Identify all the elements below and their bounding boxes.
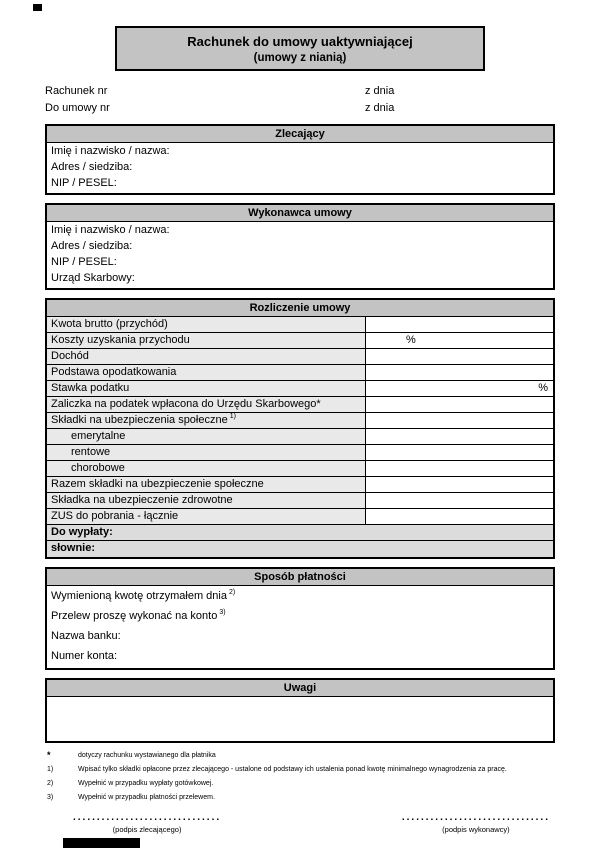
- table-row-zdrowotne: [47, 493, 553, 509]
- footnote-marker: 1): [47, 766, 54, 773]
- row-label: Koszty uzyskania przychodu: [47, 333, 366, 348]
- row-value-cell[interactable]: [366, 461, 553, 476]
- row-value-cell[interactable]: [366, 317, 553, 332]
- row-label: ZUS do pobrania - łącznie: [47, 509, 366, 524]
- row-label: Podstawa opodatkowania: [47, 365, 366, 380]
- form-title-box: [115, 26, 485, 71]
- signature-zlecajacy: [73, 812, 221, 834]
- scan-artifact-top: [33, 4, 42, 11]
- table-row-chorobowe: [47, 461, 553, 477]
- table-row-rentowe: [47, 445, 553, 461]
- row-value-cell[interactable]: [366, 477, 553, 492]
- row-value-cell[interactable]: [366, 349, 553, 364]
- row-value-cell[interactable]: [366, 445, 553, 460]
- row-value-cell[interactable]: [366, 333, 553, 348]
- table-row-zus-lacznie: [47, 509, 553, 525]
- payment-transfer-line: [47, 606, 553, 626]
- row-label: Razem składki na ubezpieczenie społeczne: [47, 477, 366, 492]
- signature-caption: (podpis wykonawcy): [442, 825, 510, 834]
- row-label: Składka na ubezpieczenie zdrowotne: [47, 493, 366, 508]
- row-value-cell[interactable]: [366, 365, 553, 380]
- table-row-zaliczka: [47, 397, 553, 413]
- section-zlecajacy: [45, 124, 555, 195]
- section-header-wykonawca: Wykonawca umowy: [47, 205, 553, 222]
- field-nip-pesel-label: NIP / PESEL:: [51, 256, 117, 268]
- invoice-date-label: z dnia: [365, 84, 395, 97]
- table-row-emerytalne: [47, 429, 553, 445]
- table-row-dochod: [47, 349, 553, 365]
- summary-label: Do wypłaty:: [51, 526, 113, 538]
- row-label: Stawka podatku: [47, 381, 366, 396]
- footnote-1: [45, 766, 555, 774]
- payment-transfer-label: Przelew proszę wykonać na konto: [51, 610, 218, 622]
- row-label: Zaliczka na podatek wpłacona do Urzędu Skarbowego*: [47, 397, 366, 412]
- footnote-ref-3: 3): [219, 609, 226, 617]
- row-value-cell[interactable]: [366, 413, 553, 428]
- form-page: [45, 26, 555, 834]
- section-header-rozliczenie: Rozliczenie umowy: [47, 300, 553, 317]
- invoice-number-label: Rachunek nr: [45, 84, 108, 97]
- table-row-stawka: [47, 381, 553, 397]
- signature-caption: (podpis zlecającego): [112, 825, 182, 834]
- section-header-uwagi: Uwagi: [47, 680, 553, 697]
- footnote-ref-2: 2): [228, 589, 236, 597]
- footnote-3: [45, 794, 555, 802]
- bank-name-label: Nazwa banku:: [51, 630, 121, 642]
- footnote-2: [45, 780, 555, 788]
- signatures-block: [45, 812, 555, 834]
- payment-cash-label: Wymienioną kwotę otrzymałem dnia: [51, 590, 227, 602]
- row-value-cell[interactable]: [366, 493, 553, 508]
- table-row-kwota-brutto: [47, 317, 553, 333]
- row-value-cell[interactable]: [366, 381, 553, 396]
- row-label: [47, 413, 366, 428]
- footnotes-block: [45, 752, 555, 802]
- section-rozliczenie: [45, 298, 555, 559]
- footnote-marker: 3): [47, 794, 54, 801]
- scan-artifact-bottom: [63, 838, 140, 848]
- row-label-text: Składki na ubezpieczenia społeczne: [51, 414, 228, 426]
- table-row-do-wyplaty: [47, 525, 553, 541]
- table-row-skladki: [47, 413, 553, 429]
- footnote-star: [45, 752, 555, 760]
- footnote-text: Wypełnić w przypadku wypłaty gotówkowej.: [78, 780, 214, 787]
- form-subtitle: (umowy z nianią): [253, 52, 347, 64]
- payment-cash-line: [47, 586, 553, 606]
- table-row-slownie: [47, 541, 553, 557]
- summary-label: słownie:: [51, 542, 96, 554]
- account-number-label: Numer konta:: [51, 650, 118, 662]
- section-platnosc: [45, 567, 555, 670]
- row-label: Kwota brutto (przychód): [47, 317, 366, 332]
- contract-number-row: [45, 99, 555, 116]
- invoice-number-row: [45, 82, 555, 99]
- signature-line: ...............................: [401, 812, 550, 823]
- row-value-cell[interactable]: [366, 429, 553, 444]
- footnote-text: dotyczy rachunku wystawianego dla płatnika: [78, 752, 216, 759]
- footnote-ref-1: 1): [229, 413, 236, 421]
- row-label: rentowe: [47, 445, 366, 460]
- field-name-label: Imię i nazwisko / nazwa:: [51, 224, 170, 236]
- field-nip-pesel-label: NIP / PESEL:: [51, 177, 117, 189]
- row-value-cell[interactable]: [366, 509, 553, 524]
- field-address-label: Adres / siedziba:: [51, 161, 133, 173]
- row-label: chorobowe: [47, 461, 366, 476]
- row-value-cell[interactable]: [366, 397, 553, 412]
- row-label: emerytalne: [47, 429, 366, 444]
- contract-date-label: z dnia: [365, 101, 395, 114]
- uwagi-input-area[interactable]: [47, 697, 553, 741]
- field-name-label: Imię i nazwisko / nazwa:: [51, 145, 170, 157]
- section-header-platnosc: Sposób płatności: [47, 569, 553, 586]
- signature-line: ...............................: [73, 812, 222, 823]
- row-label: Dochód: [47, 349, 366, 364]
- table-row-koszty: [47, 333, 553, 349]
- section-wykonawca: [45, 203, 555, 290]
- section-header-zlecajacy: Zlecający: [47, 126, 553, 143]
- footnote-marker: 2): [47, 780, 54, 787]
- footnote-text: Wpisać tylko składki opłacone przez zlecającego - ustalone od podstawy ich ustalenia ponad kwotę minimalnego wynagrodzenia za pracę.: [78, 766, 507, 773]
- percent-sign: %: [406, 334, 416, 346]
- contract-number-label: Do umowy nr: [45, 101, 110, 114]
- field-address-label: Adres / siedziba:: [51, 240, 133, 252]
- footnote-marker: *: [47, 750, 51, 760]
- percent-sign: %: [538, 382, 548, 394]
- form-title: Rachunek do umowy uaktywniającej: [187, 34, 413, 49]
- field-tax-office-label: Urząd Skarbowy:: [51, 272, 135, 284]
- signature-wykonawca: [402, 812, 550, 834]
- footnote-text: Wypełnić w przypadku płatności przelewem.: [78, 794, 215, 801]
- table-row-razem-skladki: [47, 477, 553, 493]
- section-uwagi: [45, 678, 555, 743]
- table-row-podstawa: [47, 365, 553, 381]
- reference-block: [45, 82, 555, 116]
